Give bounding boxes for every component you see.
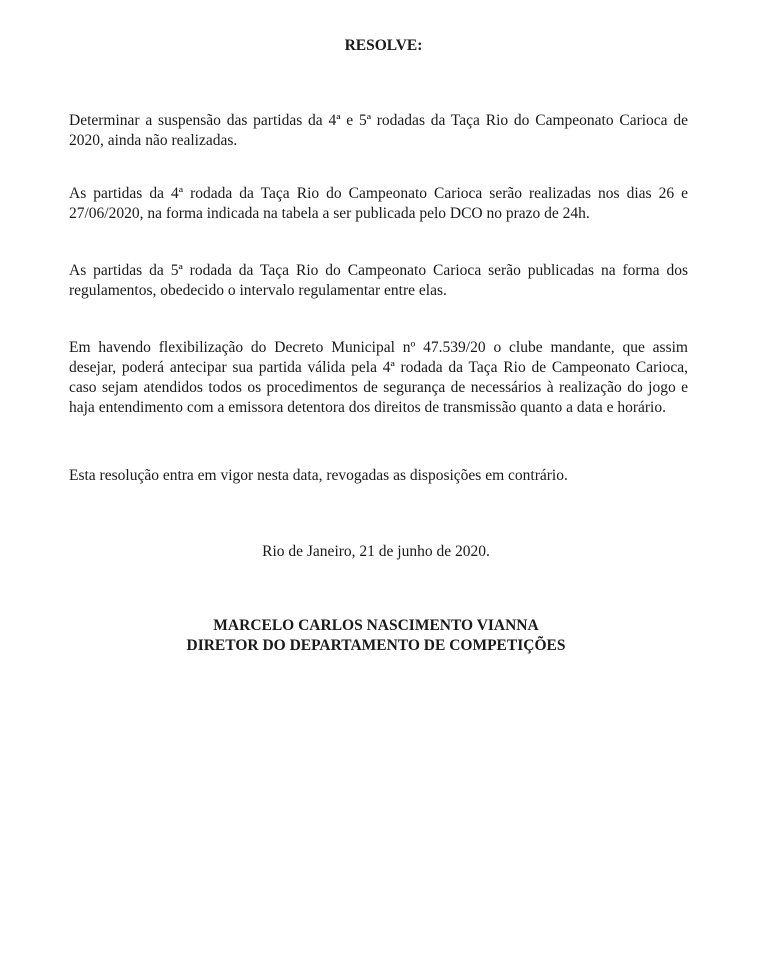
date-line: Rio de Janeiro, 21 de junho de 2020. [262,543,490,560]
signatory-title: DIRETOR DO DEPARTAMENTO DE COMPETIÇÕES [186,637,566,654]
paragraph-effective: Esta resolução entra em vigor nesta data, revogadas as disposições em contrário. [69,467,568,484]
signatory-name: MARCELO CARLOS NASCIMENTO VIANNA [213,617,539,634]
paragraph-round-5: As partidas da 5ª rodada da Taça Rio do Campeonato Carioca serão publicadas na forma dos regulamentos, obedecido o intervalo regulamentar entre elas. [69,262,688,299]
paragraph-round-4-dates: As partidas da 4ª rodada da Taça Rio do Campeonato Carioca serão realizadas nos dias 26 e 27/06/2020, na forma indicada na tabela a ser publicada pelo DCO no prazo de 24h. [69,185,688,222]
paragraph-flexibilization: Em havendo flexibilização do Decreto Municipal nº 47.539/20 o clube mandante, que assim desejar, poderá antecipar sua partida válida pela 4ª rodada da Taça Rio de Campeonato Carioca, caso sejam atendidos todos os procedimentos de segurança de necessários à realização do jogo e haja entendimento com a emissora detentora dos direitos de transmissão quanto a data e horário. [69,339,688,416]
resolve-heading: RESOLVE: [344,37,423,54]
paragraph-suspension: Determinar a suspensão das partidas da 4ª e 5ª rodadas da Taça Rio do Campeonato Carioca de 2020, ainda não realizadas. [69,112,688,149]
signature-block [0,616,752,656]
